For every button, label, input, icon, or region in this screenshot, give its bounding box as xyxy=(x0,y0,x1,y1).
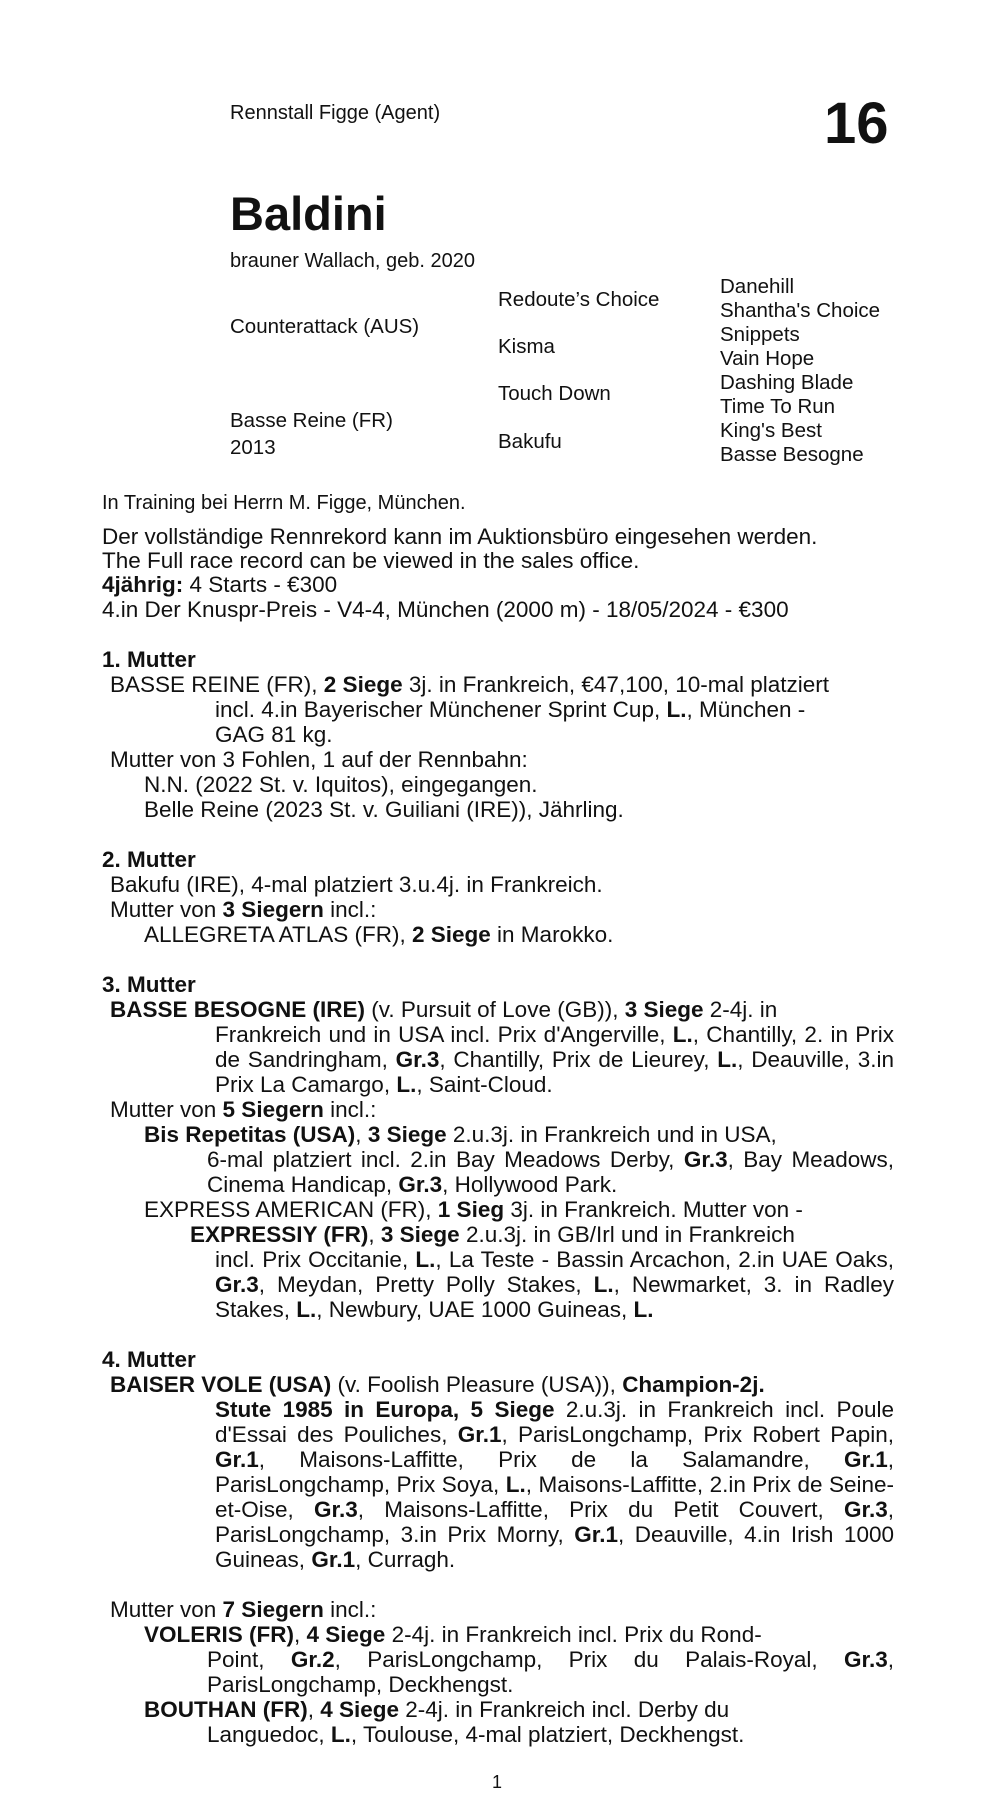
section-title-1-mutter: 1. Mutter xyxy=(102,647,196,672)
dam2-produce-intro: Mutter von 3 Siegern incl.: xyxy=(110,897,377,922)
dam3-grandproduce-1-cont: incl. Prix Occitanie, L., La Teste - Bassin Arcachon, 2.in UAE Oaks, Gr.3, Meydan, Pretty Polly Stakes, L., Newmarket, 3. in Radley Stakes, L., Newbury, UAE 1000 Guineas, L. xyxy=(215,1247,894,1322)
dam3-produce-1: Bis Repetitas (USA), 3 Siege 2.u.3j. in Frankreich und in USA, xyxy=(144,1122,777,1147)
training-info: In Training bei Herrn M. Figge, München. xyxy=(102,492,466,514)
record-notice-de: Der vollständige Rennrekord kann im Auktionsbüro eingesehen werden. xyxy=(102,524,818,549)
pedigree-dam-sire: Touch Down xyxy=(498,382,611,405)
dam1-produce-1: N.N. (2022 St. v. Iquitos), eingegangen. xyxy=(144,772,538,797)
dam3-grandproduce-1: EXPRESSIY (FR), 3 Siege 2.u.3j. in GB/Irl und in Frankreich xyxy=(190,1222,795,1247)
pedigree-g3-8: Basse Besogne xyxy=(720,443,864,466)
dam1-line-2: incl. 4.in Bayerischer Münchener Sprint Cup, L., München - xyxy=(215,697,806,722)
dam2-line-1: Bakufu (IRE), 4-mal platziert 3.u.4j. in Frankreich. xyxy=(110,872,603,897)
dam4-line-1: BAISER VOLE (USA) (v. Foolish Pleasure (USA)), Champion-2j. xyxy=(110,1372,765,1397)
horse-description: brauner Wallach, geb. 2020 xyxy=(230,250,475,272)
horse-name: Baldini xyxy=(230,187,387,240)
age-label: 4jährig: xyxy=(102,572,184,597)
section-title-4-mutter: 4. Mutter xyxy=(102,1347,196,1372)
lot-number: 16 xyxy=(824,91,889,156)
dam3-produce-1-cont: 6-mal platziert incl. 2.in Bay Meadows Derby, Gr.3, Bay Meadows, Cinema Handicap, Gr.3, Hollywood Park. xyxy=(207,1147,894,1197)
record-notice-en: The Full race record can be viewed in the sales office. xyxy=(102,548,640,573)
race-record-placing: 4.in Der Knuspr-Preis - V4-4, München (2000 m) - 18/05/2024 - €300 xyxy=(102,597,789,622)
dam1-line-1: BASSE REINE (FR), 2 Siege 3j. in Frankreich, €47,100, 10-mal platziert xyxy=(110,672,830,697)
dam3-produce-intro: Mutter von 5 Siegern incl.: xyxy=(110,1097,377,1122)
pedigree-g3-6: Time To Run xyxy=(720,395,836,418)
pedigree-dam: Basse Reine (FR) xyxy=(230,409,393,432)
pedigree-g3-4: Vain Hope xyxy=(720,347,815,370)
dam4-produce-1: VOLERIS (FR), 4 Siege 2-4j. in Frankreich incl. Prix du Rond- xyxy=(144,1622,762,1647)
pedigree-dam-year: 2013 xyxy=(230,436,276,459)
race-record-summary: 4jährig: 4 Starts - €300 xyxy=(102,572,338,597)
page-number: 1 xyxy=(492,1772,503,1792)
dam3-produce-2: EXPRESS AMERICAN (FR), 1 Sieg 3j. in Frankreich. Mutter von - xyxy=(144,1197,803,1222)
pedigree-sire-dam: Kisma xyxy=(498,335,555,358)
pedigree-g3-7: King's Best xyxy=(720,419,822,442)
dam4-produce-intro: Mutter von 7 Siegern incl.: xyxy=(110,1597,377,1622)
dam4-produce-2-cont: Languedoc, L., Toulouse, 4-mal platziert, Deckhengst. xyxy=(207,1722,745,1747)
pedigree-sire-sire: Redoute’s Choice xyxy=(498,288,660,311)
pedigree-dam-dam: Bakufu xyxy=(498,430,562,453)
section-title-2-mutter: 2. Mutter xyxy=(102,847,196,872)
dam4-line-1-cont: Stute 1985 in Europa, 5 Siege 2.u.3j. in Frankreich incl. Poule d'Essai des Pouliches, Gr.1, ParisLongchamp, Prix Robert Papin, Gr.1, Maisons-Laffitte, Prix de la Salamandre, Gr.1, ParisLongchamp, Prix Soya, L., Maisons-Laffitte, 2.in Prix de Seine-et-Oise, Gr.3, Maisons-Laffitte, Prix du Petit Couvert, Gr.3, ParisLongchamp, 3.in Prix Morny, Gr.1, Deauville, 4.in Irish 1000 Guineas, Gr.1, Curragh. xyxy=(215,1397,895,1572)
dam2-produce-1: ALLEGRETA ATLAS (FR), 2 Siege in Marokko. xyxy=(144,922,614,947)
pedigree-sire: Counterattack (AUS) xyxy=(230,315,420,338)
pedigree-g3-5: Dashing Blade xyxy=(720,371,854,394)
dam3-line-1: BASSE BESOGNE (IRE) (v. Pursuit of Love (GB)), 3 Siege 2-4j. in xyxy=(110,997,778,1022)
consignor: Rennstall Figge (Agent) xyxy=(230,102,441,124)
dam1-produce-intro: Mutter von 3 Fohlen, 1 auf der Rennbahn: xyxy=(110,747,528,772)
pedigree-g3-2: Shantha's Choice xyxy=(720,299,881,322)
section-title-3-mutter: 3. Mutter xyxy=(102,972,196,997)
dam4-produce-2: BOUTHAN (FR), 4 Siege 2-4j. in Frankreich incl. Derby du xyxy=(144,1697,730,1722)
pedigree-g3-1: Danehill xyxy=(720,275,795,298)
pedigree-g3-3: Snippets xyxy=(720,323,800,346)
dam4-produce-1-cont: Point, Gr.2, ParisLongchamp, Prix du Palais-Royal, Gr.3, ParisLongchamp, Deckhengst. xyxy=(207,1647,895,1697)
dam1-produce-2: Belle Reine (2023 St. v. Guiliani (IRE)), Jährling. xyxy=(144,797,624,822)
dam1-line-3: GAG 81 kg. xyxy=(215,722,333,747)
dam3-line-1-cont: Frankreich und in USA incl. Prix d'Angerville, L., Chantilly, 2. in Prix de Sandringham, Gr.3, Chantilly, Prix de Lieurey, L., Deauville, 3.in Prix La Camargo, L., Saint-Cloud. xyxy=(215,1022,894,1097)
